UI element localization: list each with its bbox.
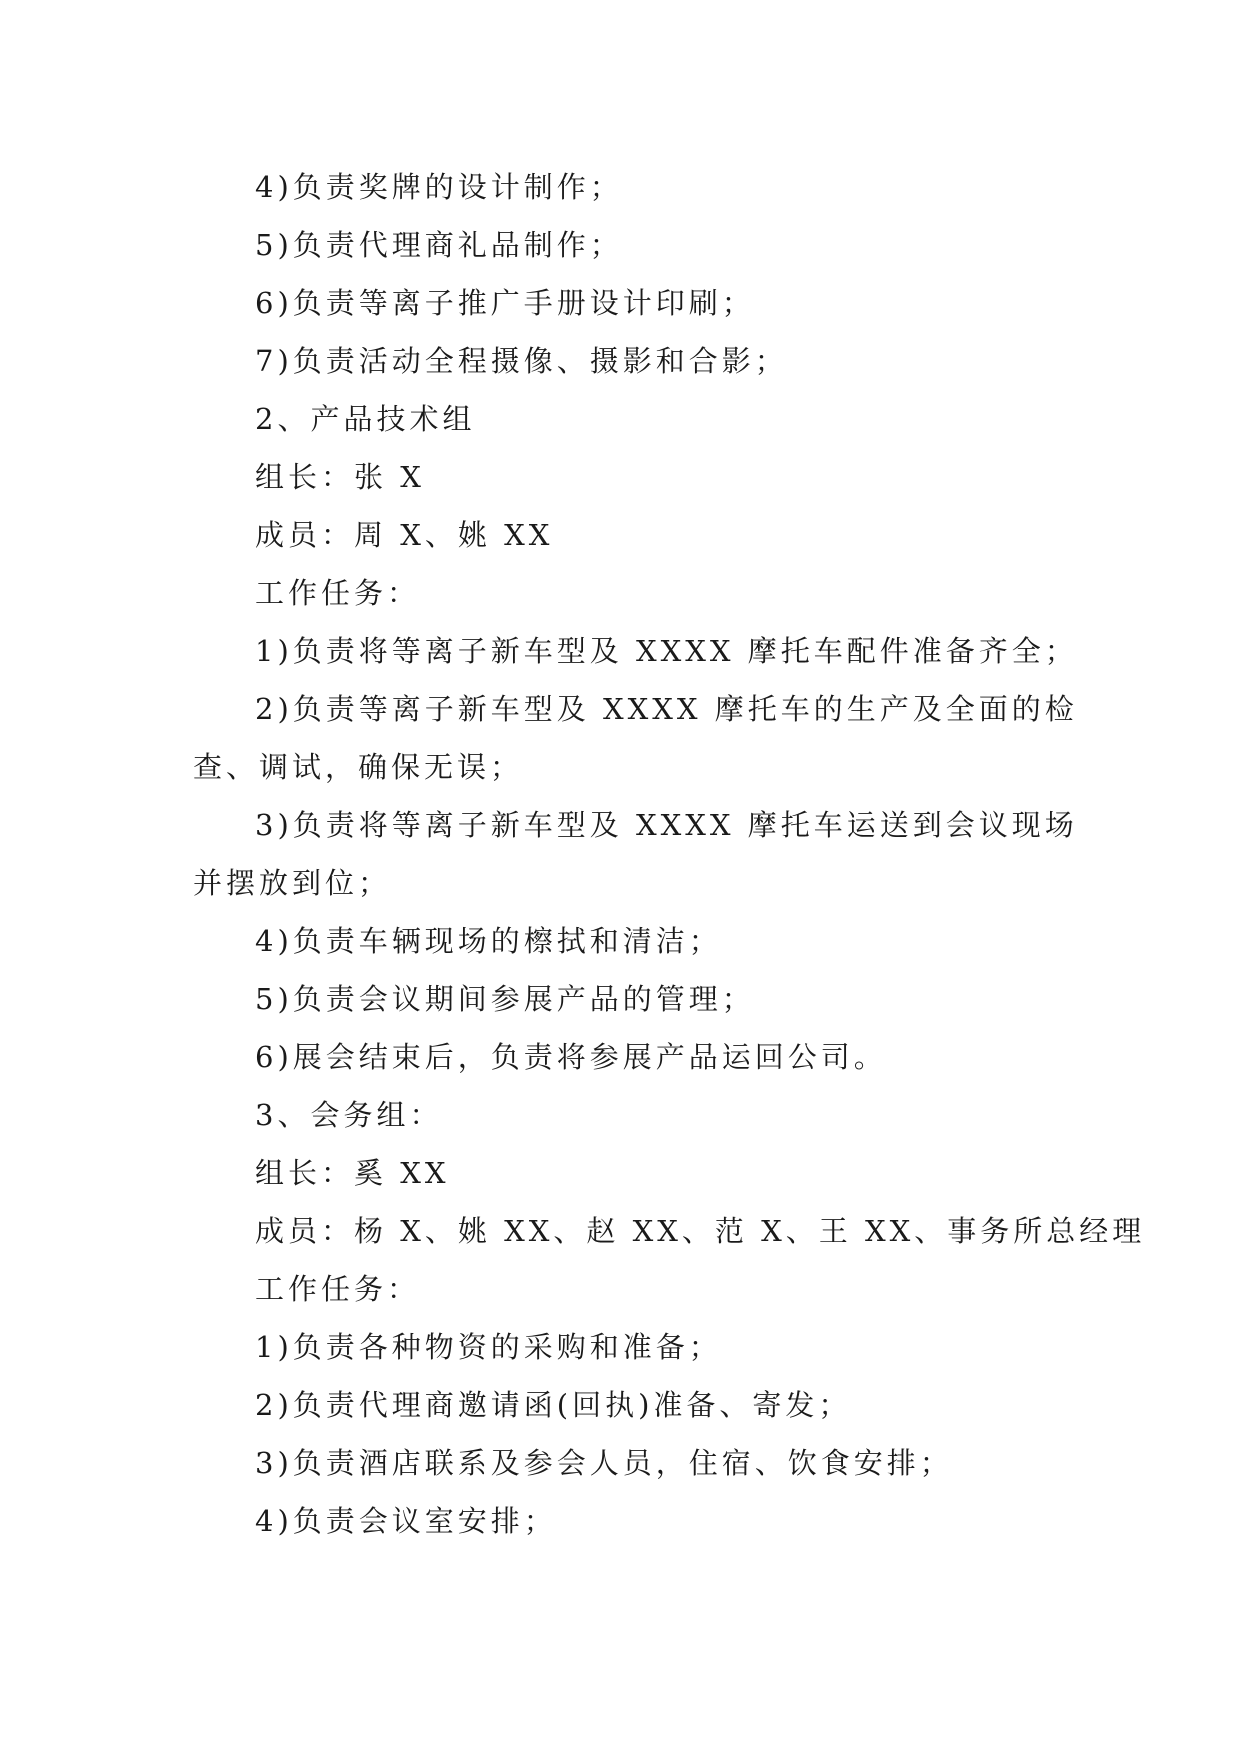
group-members: 成员：杨 X、姚 XX、赵 XX、范 X、王 XX、事务所总经理 — [255, 1214, 1146, 1248]
task-item: 5)负责会议期间参展产品的管理； — [255, 982, 755, 1016]
task-item: 4)负责车辆现场的檫拭和清洁； — [255, 924, 722, 958]
tasks-heading: 工作任务： — [255, 1272, 421, 1306]
section-heading: 2、产品技术组 — [255, 402, 476, 436]
task-item: 1)负责将等离子新车型及 XXXX 摩托车配件准备齐全； — [255, 634, 1078, 668]
task-item: 6)负责等离子推广手册设计印刷； — [255, 286, 755, 320]
task-item: 5)负责代理商礼品制作； — [255, 228, 623, 262]
task-item: 2)负责等离子新车型及 XXXX 摩托车的生产及全面的检 — [255, 692, 1078, 726]
section-heading: 3、会务组： — [255, 1098, 443, 1132]
task-item-continuation: 并摆放到位； — [193, 866, 392, 900]
tasks-heading: 工作任务： — [255, 576, 421, 610]
group-leader: 组长：奚 XX — [255, 1156, 450, 1190]
group-members: 成员：周 X、姚 XX — [255, 518, 554, 552]
document-body — [193, 158, 1146, 1550]
task-item-continuation: 查、调试，确保无误； — [193, 750, 524, 784]
task-item: 4)负责会议室安排； — [255, 1504, 557, 1538]
task-item: 6)展会结束后，负责将参展产品运回公司。 — [255, 1040, 887, 1074]
task-item: 1)负责各种物资的采购和准备； — [255, 1330, 722, 1364]
task-item: 3)负责将等离子新车型及 XXXX 摩托车运送到会议现场 — [255, 808, 1078, 842]
task-item: 2)负责代理商邀请函(回执)准备、寄发； — [255, 1388, 852, 1422]
group-leader: 组长：张 X — [255, 460, 425, 494]
task-item: 7)负责活动全程摄像、摄影和合影； — [255, 344, 788, 378]
task-item: 3)负责酒店联系及参会人员，住宿、饮食安排； — [255, 1446, 953, 1480]
task-item: 4)负责奖牌的设计制作； — [255, 170, 623, 204]
